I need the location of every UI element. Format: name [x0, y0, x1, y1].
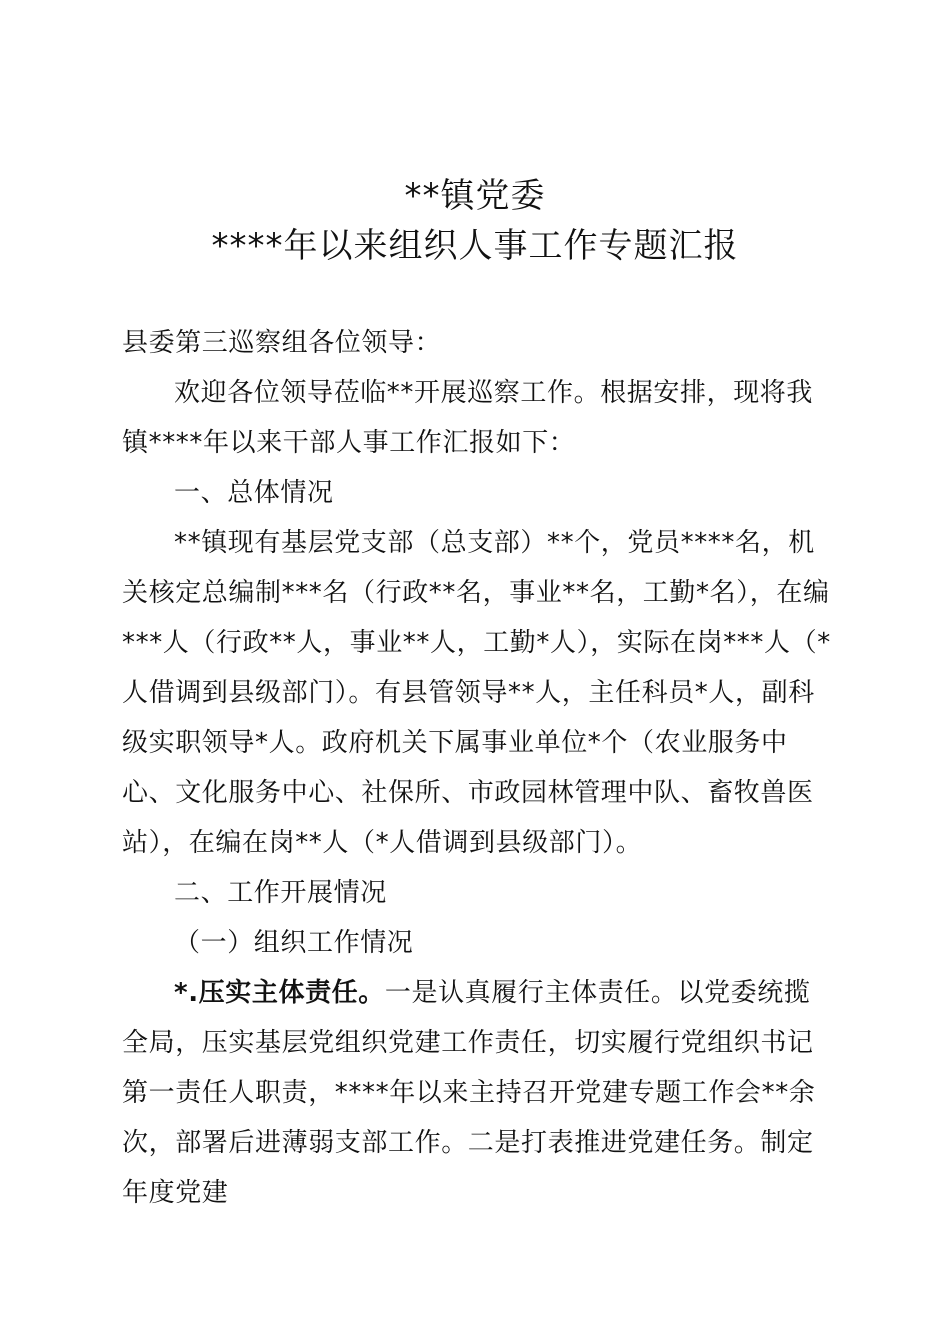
salutation: 县委第三巡察组各位领导： — [122, 328, 442, 358]
subsection1-heading: （一）组织工作情况 — [174, 928, 414, 958]
item1-lead: *.压实主体责任。 — [174, 978, 385, 1008]
intro-paragraph: 欢迎各位领导莅临**开展巡察工作。根据安排，现将我镇****年以来干部人事工作汇报如下： — [122, 378, 814, 458]
section1-paragraph: **镇现有基层党支部（总支部）**个，党员****名，机关核定总编制***名（行政**名，事业**名，工勤*名），在编***人（行政**人，事业**人，工勤*人），实际在岗***人（*人借调到县级部门）。有县管领导**人，主任科员*人，副科级实职领导*人。政府机关下属事业单位*个（农业服务中心、文化服务中心、社保所、市政园林管理中队、畜牧兽医站），在编在岗**人（*人借调到县级部门）。 — [122, 528, 831, 858]
document-title-line1: **镇党委 — [404, 176, 546, 216]
item1-text: 一是认真履行主体责任。以党委统揽全局，压实基层党组织党建工作责任，切实履行党组织书记第一责任人职责，****年以来主持召开党建专题工作会**余次，部署后进薄弱支部工作。二是打表推进党建任务。制定年度党建 — [122, 978, 816, 1208]
item1-paragraph — [122, 968, 834, 1218]
section2-heading: 二、工作开展情况 — [174, 878, 387, 908]
section1-heading: 一、总体情况 — [174, 478, 334, 508]
document-title-line2: ****年以来组织人事工作专题汇报 — [211, 226, 739, 266]
document-body — [122, 318, 834, 1218]
